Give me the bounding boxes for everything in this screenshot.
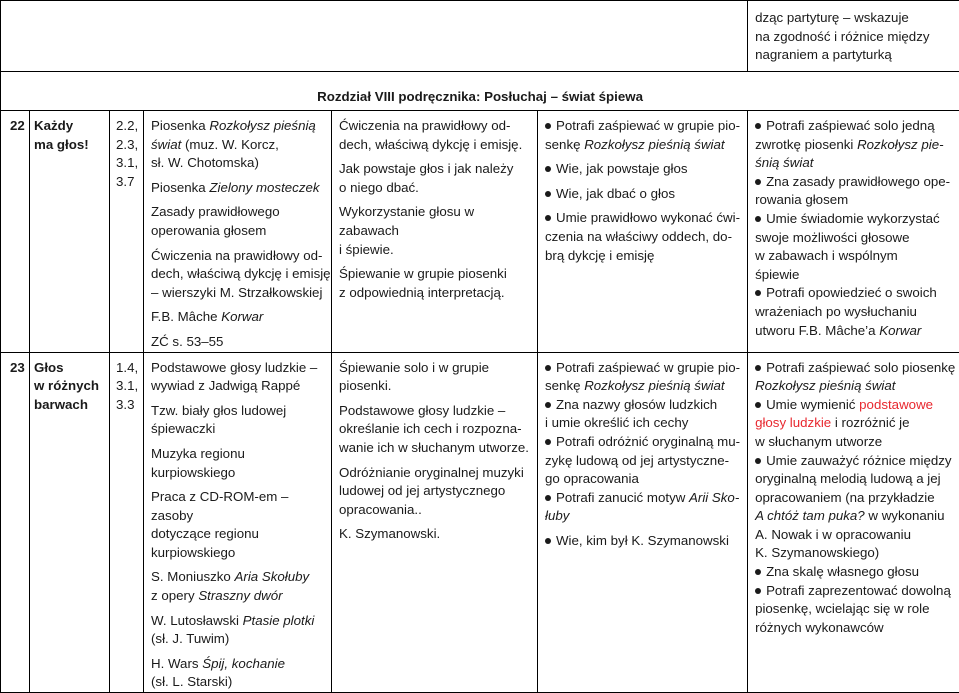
bullet-icon [755,588,761,594]
bullet-icon [755,123,761,129]
bullet-icon [545,191,551,197]
bullet-icon [545,402,551,408]
bullet-icon [755,179,761,185]
lesson-topic: Głos w różnych barwach [30,352,110,693]
list-item: Wie, jak powstaje głos [545,160,747,179]
bullet-icon [545,123,551,129]
activities-cell: Śpiewanie solo i w grupie piosenki. Podstawowe głosy ludzkie – określanie ich cech i rozpozna- wanie ich w słuchanym utworze. Odróżnianie oryginalnej muzyki ludowej od jej artystycznego opracowania.. K. Szymanowski. [332,352,538,693]
bullet-icon [545,538,551,544]
list-item: Umie prawidłowo wykonać ćwi- czenia na właściwy oddech, do- brą dykcję i emisję [545,209,747,265]
repertoire-cell: Piosenka Rozkołysz pieśnią świat (muz. W. Korcz, sł. W. Chotomska) Piosenka Zielony mosteczek Zasady prawidłowego operowania głosem Ćwiczenia na prawidłowy od- dech, właściwą dykcję i emisję – wierszyki M. Strzałkowskiej F.B. Mâche Korwar ZĆ s. 53–55 [144,111,332,353]
table-row-23 [1,352,959,693]
list-item: Zna nazwy głosów ludzkich i umie określić ich cechy [545,396,747,433]
extended-requirements-cell [748,111,959,353]
list-item: Wie, jak dbać o głos [545,185,747,204]
bullet-icon [545,166,551,172]
list-item: Zna skalę własnego głosu [755,563,959,582]
lesson-number: 23 [1,352,30,693]
list-item: Potrafi zaprezentować dowolną piosenkę, wcielając się w role różnych wykonawców [755,582,959,638]
list-item: Potrafi zaśpiewać solo piosenkę Rozkołysz pieśnią świat [755,359,959,396]
basic-requirements-cell [538,352,748,693]
bullet-icon [755,216,761,222]
bullet-icon [545,495,551,501]
extended-requirements-cell [748,352,959,693]
chapter-row [1,72,959,111]
repertoire-cell: Podstawowe głosy ludzkie – wywiad z Jadwigą Rappé Tzw. biały głos ludowej śpiewaczki Muzyka regionu kurpiowskiego Praca z CD-ROM-em – zasoby dotyczące regionu kurpiowskiego S. Moniuszko Aria Skołuby z opery Straszny dwór W. Lutosławski Ptasie plotki (sł. J. Tuwim) H. Wars Śpij, kochanie (sł. L. Starski) [144,352,332,693]
bullet-icon [755,402,761,408]
note-line: na zgodność i różnice między [755,29,929,44]
bullet-icon [755,569,761,575]
lesson-topic: Każdy ma głos! [30,111,110,353]
list-item: Potrafi zaśpiewać w grupie pio- senkę Rozkołysz pieśnią świat [545,117,747,154]
chapter-title: Rozdział VIII podręcznika: Posłuchaj – świat śpiewa [1,72,959,111]
note-line: nagraniem a partyturką [755,47,892,62]
basic-requirements-cell [538,111,748,353]
list-item: Potrafi opowiedzieć o swoich wrażeniach po wysłuchaniu utworu F.B. Mâche’a Korwar [755,284,959,340]
curriculum-codes: 1.4, 3.1, 3.3 [110,352,144,693]
bullet-icon [545,215,551,221]
bullet-icon [545,365,551,371]
bullet-icon [755,290,761,296]
list-item: Zna zasady prawidłowego ope- rowania głosem [755,173,959,210]
bullet-icon [755,458,761,464]
table-row-previous [1,1,959,72]
note-line: dząc partyturę – wskazuje [755,10,909,25]
top-note-cell [748,1,959,72]
list-item: Wie, kim był K. Szymanowski [545,532,747,551]
bullet-icon [545,439,551,445]
list-item: Potrafi odróżnić oryginalną mu- zykę ludową od jej artystyczne- go opracowania [545,433,747,489]
list-item: Potrafi zaśpiewać w grupie pio- senkę Rozkołysz pieśnią świat [545,359,747,396]
table-row-22 [1,111,959,353]
list-item: Potrafi zaśpiewać solo jedną zwrotkę piosenki Rozkołysz pie- śnią świat [755,117,959,173]
list-item: Umie świadomie wykorzystać swoje możliwości głosowe w zabawach i wspólnym śpiewie [755,210,959,284]
curriculum-codes: 2.2, 2.3, 3.1, 3.7 [110,111,144,353]
list-item: Umie wymienić podstawowe głosy ludzkie i rozróżnić je w słuchanym utworze [755,396,959,452]
activities-cell: Ćwiczenia na prawidłowy od- dech, właściwą dykcję i emisję. Jak powstaje głos i jak należy o niego dbać. Wykorzystanie głosu w zabawach i śpiewie. Śpiewanie w grupie piosenki z odpowiednią interpretacją. [332,111,538,353]
list-item: Umie zauważyć różnice między oryginalną melodią ludową a jej opracowaniem (na przykładzie A chtóż tam puka? w wykonaniu A. Nowak i w opracowaniu K. Szymanowskiego) [755,452,959,564]
list-item: Potrafi zanucić motyw Arii Sko- łuby [545,489,747,526]
lesson-number: 22 [1,111,30,353]
bullet-icon [755,365,761,371]
